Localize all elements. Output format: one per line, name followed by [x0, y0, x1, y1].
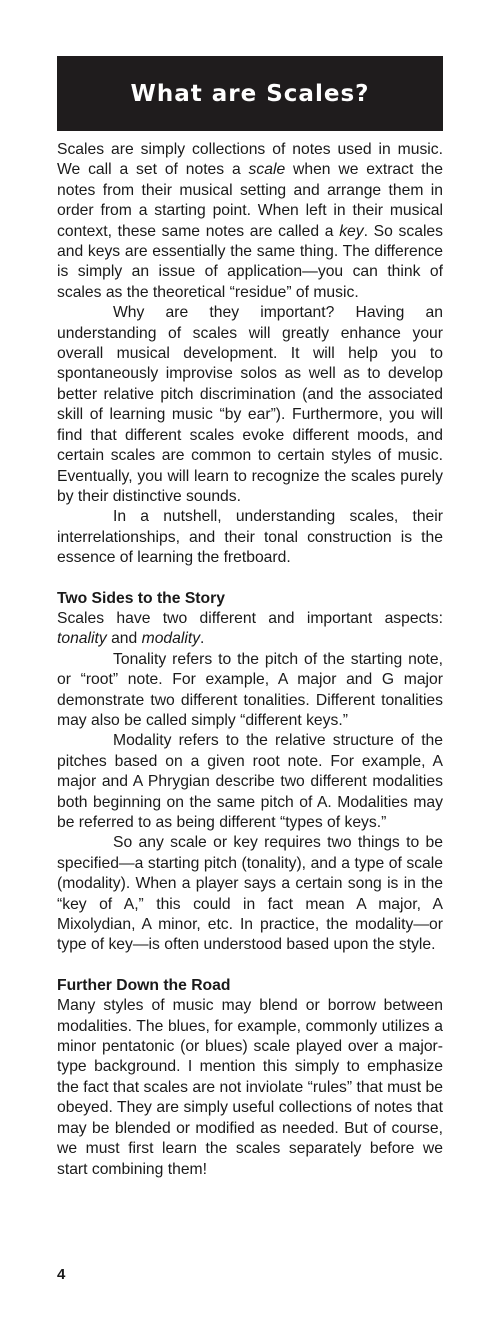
- section2-paragraph-1: Many styles of music may blend or borrow between modalities. The blues, for example, commonly utilizes a minor pentatonic (or blues) scale played over a major-type background. I mention this simply to emphasize the fact that scales are not inviolate “rules” that must be obeyed. They are simply useful collections of notes that may be blended or modified as needed. But of course, we must first learn the scales separately before we start combining them!: [57, 997, 443, 1178]
- article-body: [57, 140, 443, 1180]
- section-heading-two-sides: Two Sides to the Story: [57, 589, 225, 607]
- section1-paragraph-1: Scales have two different and important aspects: tonality and modality.: [57, 609, 443, 648]
- intro-paragraph-2: Why are they important? Having an understanding of scales will greatly enhance your overall musical development. It will help you to spontaneously improvise solos as well as to develop better relative pitch discrimination (and the associated skill of learning music “by ear”). Furthermore, you will find that different scales evoke different moods, and certain scales are common to certain styles of music. Eventually, you will learn to recognize the scales purely by their distinctive sounds.: [57, 304, 443, 505]
- term-modality: modality: [141, 630, 201, 648]
- section1-paragraph-3: Modality refers to the relative structure of the pitches based on a given root note. For example, A major and A Phrygian describe two different modalities both beginning on the same pitch of A. Modalities may be referred to as being different “types of keys.”: [57, 732, 443, 831]
- intro-paragraph-1: Scales are simply collections of notes used in music. We call a set of notes a scale when we extract the notes from their musical setting and arrange them in order from a starting point. When left in their musical context, these same notes are called a key. So scales and keys are essentially the same thing. The difference is simply an issue of application—you can think of scales as the theoretical “residue” of music.: [57, 141, 443, 301]
- section-heading-further-down: Further Down the Road: [57, 976, 231, 994]
- term-scale: scale: [248, 161, 286, 179]
- intro-paragraph-3: In a nutshell, understanding scales, their interrelationships, and their tonal construction is the essence of learning the fretboard.: [57, 508, 443, 567]
- section1-paragraph-4: So any scale or key requires two things to be specified—a starting pitch (tonality), and a type of scale (modality). When a player says a certain song is in the “key of A,” this could in fact mean A major, A Mixolydian, A minor, etc. In practice, the modality—or type of key—is often understood based upon the style.: [57, 834, 443, 954]
- term-key: key: [339, 222, 364, 240]
- section1-paragraph-2: Tonality refers to the pitch of the starting note, or “root” note. For example, A major and G major demonstrate two different tonalities. Different tonalities may also be called simply “different keys.”: [57, 650, 443, 729]
- page-title: What are Scales?: [130, 80, 370, 107]
- page-number: 4: [57, 1266, 66, 1283]
- chapter-title-banner: [57, 56, 443, 131]
- term-tonality: tonality: [57, 630, 107, 648]
